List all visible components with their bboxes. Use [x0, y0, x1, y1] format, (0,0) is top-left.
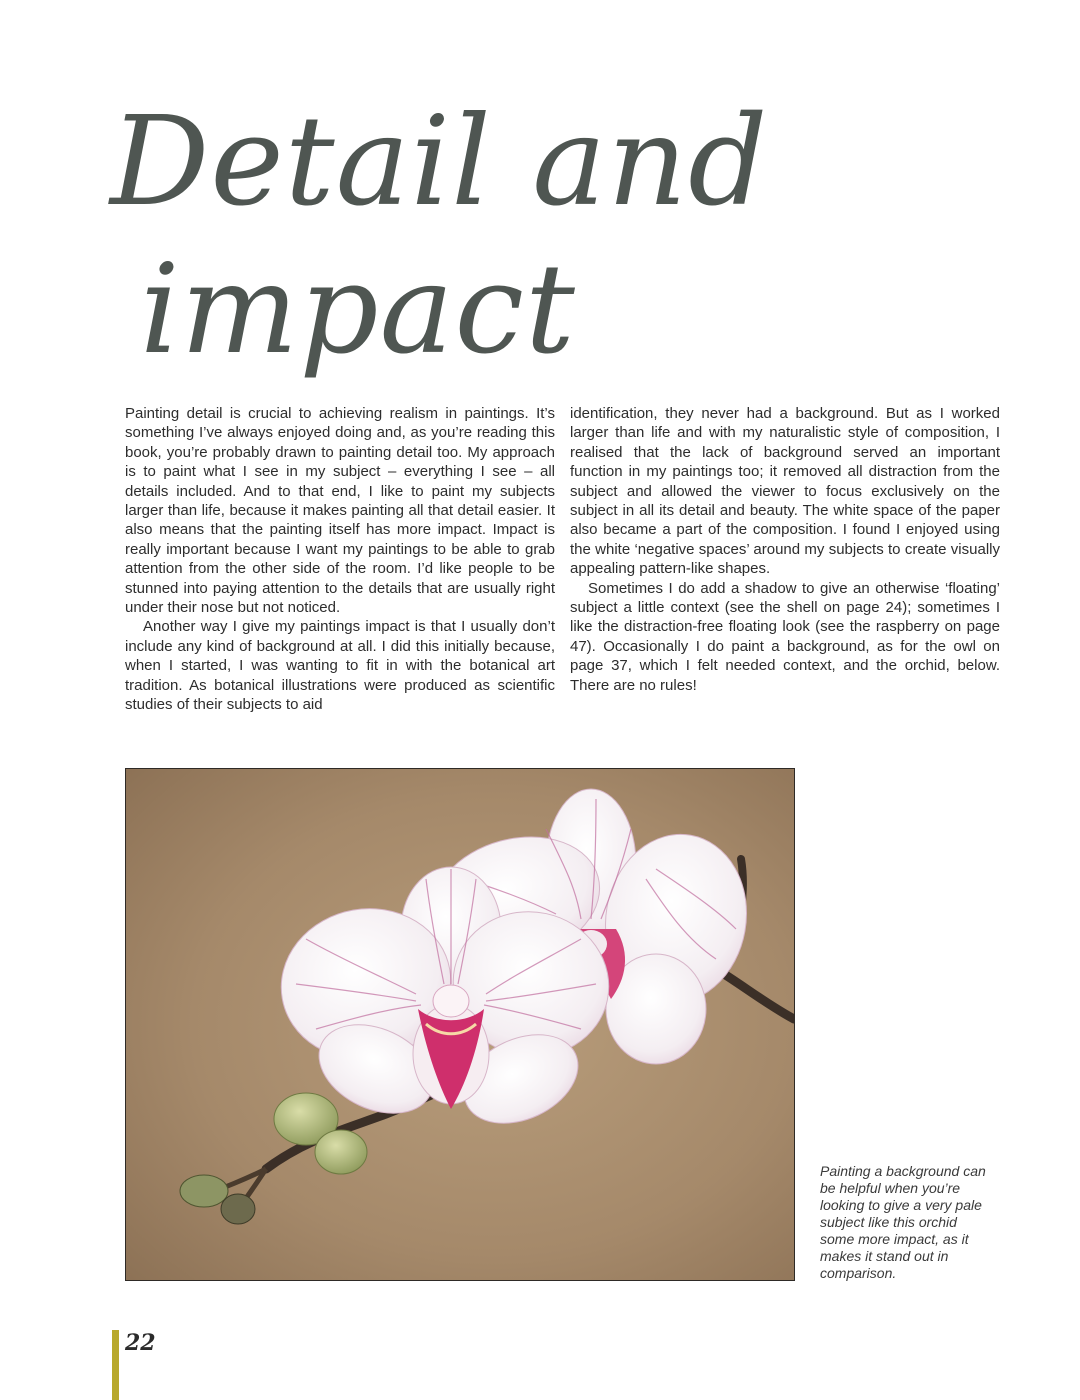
page-title-line-1: Detail and — [110, 90, 769, 234]
page-title-line-2: impact — [140, 238, 576, 382]
page-number: 22 — [125, 1330, 156, 1356]
body-paragraph: identification, they never had a background. But as I worked larger than life and with my naturalistic style of composition, I realised that the lack of background served an important function in my paintings too; it removed all distraction from the subject and allowed the viewer to focus exclusively on the subject in all its detail and beauty. The white space of the paper also became a part of the composition. I found I enjoyed using the white ‘negative spaces’ around my subjects to create visually appealing pattern-like shapes. — [570, 405, 1000, 578]
figure-caption: Painting a background can be helpful when you’re looking to give a very pale subject like this orchid some more impact, as it makes it stand out in comparison. — [820, 1163, 986, 1281]
body-column-right — [570, 404, 1000, 695]
body-paragraph: Sometimes I do add a shadow to give an otherwise ‘floating’ subject a little context (see the shell on page 24); sometimes I like the distraction-free floating look (see the raspberry on page 47). Occasionally I do paint a background, as for the owl on page 37, which I felt needed context, and the orchid, below. There are no rules! — [570, 579, 1000, 694]
orchid-painting — [125, 768, 795, 1281]
page-title — [110, 88, 870, 384]
body-paragraph: Painting detail is crucial to achieving realism in paintings. It’s something I’ve always enjoyed doing and, as you’re reading this book, you’re probably drawn to painting detail too. My approach is to paint what I see in my subject – everything I see – all details included. And to that end, I like to paint my subjects larger than life, because it makes painting all that detail easier. It also means that the painting itself has more impact. Impact is really important because I want my paintings to be able to grab attention from the other side of the room. I’d like people to be stunned into paying attention to the details that are usually right under their nose but not noticed. — [125, 405, 555, 617]
body-column-left — [125, 404, 555, 715]
body-paragraph: Another way I give my paintings impact is that I usually don’t include any kind of background at all. I did this initially because, when I started, I was wanting to fit in with the botanical art tradition. As botanical illustrations were produced as scientific studies of their subjects to aid — [125, 618, 555, 714]
page-accent-bar — [112, 1330, 119, 1400]
